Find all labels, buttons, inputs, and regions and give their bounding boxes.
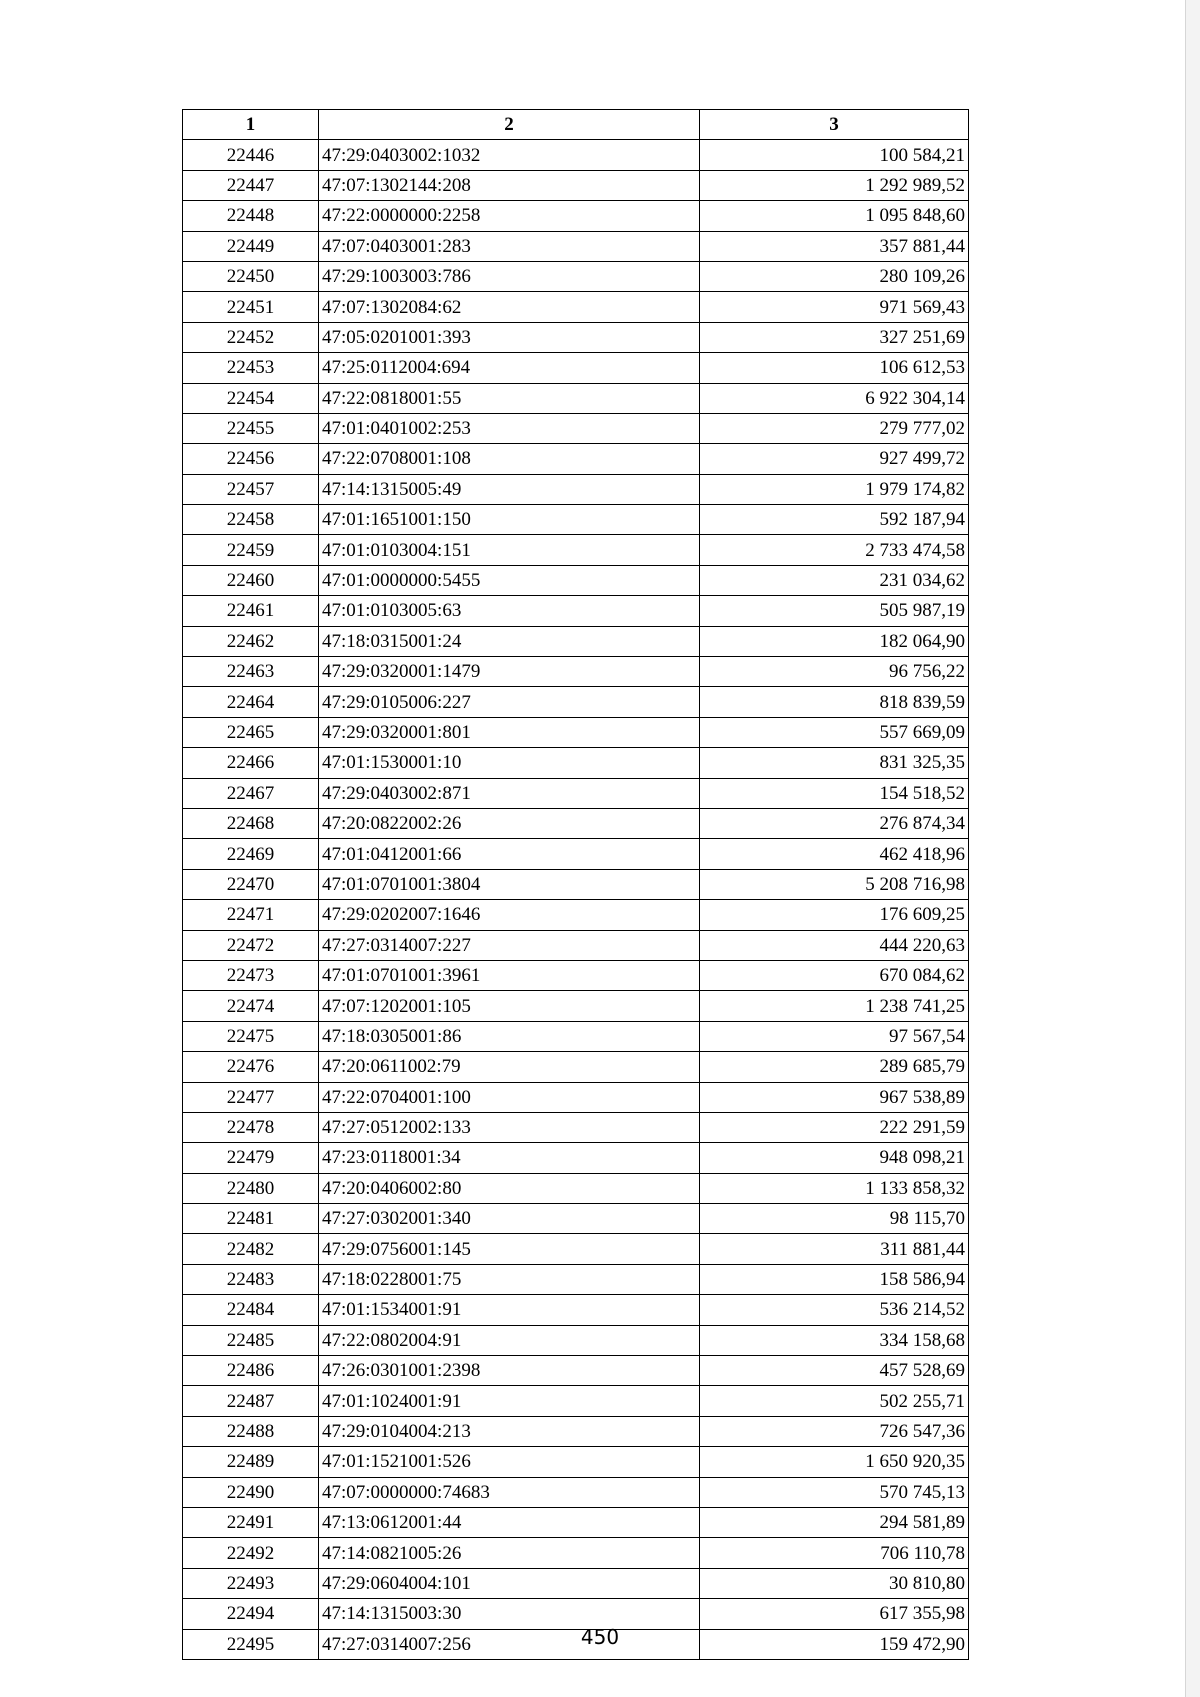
- value-cell: 154 518,52: [700, 778, 969, 808]
- cadastral-number-cell: 47:27:0314007:227: [319, 930, 700, 960]
- table-row: [183, 140, 969, 170]
- value-cell: 670 084,62: [700, 960, 969, 990]
- cadastral-number-cell: 47:01:0701001:3961: [319, 960, 700, 990]
- cadastral-number-cell: 47:29:0403002:871: [319, 778, 700, 808]
- value-cell: 279 777,02: [700, 413, 969, 443]
- cadastral-number-cell: 47:01:1651001:150: [319, 505, 700, 535]
- value-cell: 831 325,35: [700, 748, 969, 778]
- table-row: [183, 1325, 969, 1355]
- value-cell: 617 355,98: [700, 1599, 969, 1629]
- row-number-cell: 22485: [183, 1325, 319, 1355]
- table-row: [183, 1082, 969, 1112]
- cadastral-number-cell: 47:07:0403001:283: [319, 231, 700, 261]
- row-number-cell: 22451: [183, 292, 319, 322]
- value-cell: 444 220,63: [700, 930, 969, 960]
- value-cell: 1 133 858,32: [700, 1173, 969, 1203]
- row-number-cell: 22467: [183, 778, 319, 808]
- value-cell: 222 291,59: [700, 1112, 969, 1142]
- cadastral-number-cell: 47:27:0512002:133: [319, 1112, 700, 1142]
- cadastral-number-cell: 47:18:0315001:24: [319, 626, 700, 656]
- cadastral-number-cell: 47:29:0320001:1479: [319, 657, 700, 687]
- table-row: [183, 687, 969, 717]
- cadastral-number-cell: 47:01:0000000:5455: [319, 565, 700, 595]
- row-number-cell: 22481: [183, 1204, 319, 1234]
- row-number-cell: 22494: [183, 1599, 319, 1629]
- value-cell: 818 839,59: [700, 687, 969, 717]
- table-row: [183, 535, 969, 565]
- table-row: [183, 201, 969, 231]
- cadastral-number-cell: 47:22:0802004:91: [319, 1325, 700, 1355]
- row-number-cell: 22456: [183, 444, 319, 474]
- cadastral-number-cell: 47:01:0412001:66: [319, 839, 700, 869]
- value-cell: 5 208 716,98: [700, 869, 969, 899]
- value-cell: 96 756,22: [700, 657, 969, 687]
- row-number-cell: 22493: [183, 1568, 319, 1598]
- value-cell: 311 881,44: [700, 1234, 969, 1264]
- table-row: [183, 1507, 969, 1537]
- row-number-cell: 22479: [183, 1143, 319, 1173]
- row-number-cell: 22474: [183, 991, 319, 1021]
- row-number-cell: 22455: [183, 413, 319, 443]
- row-number-cell: 22465: [183, 717, 319, 747]
- cadastral-number-cell: 47:22:0708001:108: [319, 444, 700, 474]
- row-number-cell: 22461: [183, 596, 319, 626]
- cadastral-number-cell: 47:01:1024001:91: [319, 1386, 700, 1416]
- value-cell: 2 733 474,58: [700, 535, 969, 565]
- cadastral-number-cell: 47:14:1315003:30: [319, 1599, 700, 1629]
- table-row: [183, 1234, 969, 1264]
- row-number-cell: 22483: [183, 1264, 319, 1294]
- cadastral-number-cell: 47:22:0818001:55: [319, 383, 700, 413]
- table-body: [183, 140, 969, 1660]
- table-row: [183, 808, 969, 838]
- row-number-cell: 22447: [183, 170, 319, 200]
- row-number-cell: 22462: [183, 626, 319, 656]
- value-cell: 592 187,94: [700, 505, 969, 535]
- table-row: [183, 778, 969, 808]
- row-number-cell: 22452: [183, 322, 319, 352]
- table-row: [183, 383, 969, 413]
- row-number-cell: 22495: [183, 1629, 319, 1659]
- row-number-cell: 22459: [183, 535, 319, 565]
- cadastral-number-cell: 47:18:0305001:86: [319, 1021, 700, 1051]
- value-cell: 176 609,25: [700, 900, 969, 930]
- row-number-cell: 22478: [183, 1112, 319, 1142]
- table-header: [183, 110, 969, 140]
- table-row: [183, 231, 969, 261]
- value-cell: 280 109,26: [700, 261, 969, 291]
- table-row: [183, 1173, 969, 1203]
- cadastral-number-cell: 47:29:0320001:801: [319, 717, 700, 747]
- value-cell: 231 034,62: [700, 565, 969, 595]
- row-number-cell: 22486: [183, 1356, 319, 1386]
- row-number-cell: 22448: [183, 201, 319, 231]
- value-cell: 182 064,90: [700, 626, 969, 656]
- cadastral-number-cell: 47:14:1315005:49: [319, 474, 700, 504]
- value-cell: 97 567,54: [700, 1021, 969, 1051]
- table-row: [183, 1295, 969, 1325]
- cadastral-number-cell: 47:29:0202007:1646: [319, 900, 700, 930]
- value-cell: 158 586,94: [700, 1264, 969, 1294]
- value-cell: 967 538,89: [700, 1082, 969, 1112]
- value-cell: 726 547,36: [700, 1416, 969, 1446]
- value-cell: 457 528,69: [700, 1356, 969, 1386]
- value-cell: 334 158,68: [700, 1325, 969, 1355]
- table-row: [183, 474, 969, 504]
- row-number-cell: 22449: [183, 231, 319, 261]
- table-row: [183, 505, 969, 535]
- cadastral-number-cell: 47:23:0118001:34: [319, 1143, 700, 1173]
- table-row: [183, 261, 969, 291]
- row-number-cell: 22492: [183, 1538, 319, 1568]
- column-header-3: 3: [700, 110, 969, 140]
- table-row: [183, 1052, 969, 1082]
- cadastral-number-cell: 47:07:1202001:105: [319, 991, 700, 1021]
- row-number-cell: 22482: [183, 1234, 319, 1264]
- row-number-cell: 22469: [183, 839, 319, 869]
- row-number-cell: 22475: [183, 1021, 319, 1051]
- value-cell: 557 669,09: [700, 717, 969, 747]
- table-row: [183, 748, 969, 778]
- cadastral-number-cell: 47:07:1302144:208: [319, 170, 700, 200]
- column-header-2: 2: [319, 110, 700, 140]
- value-cell: 106 612,53: [700, 353, 969, 383]
- table-row: [183, 960, 969, 990]
- cadastral-number-cell: 47:01:1534001:91: [319, 1295, 700, 1325]
- value-cell: 1 238 741,25: [700, 991, 969, 1021]
- table-row: [183, 1568, 969, 1598]
- row-number-cell: 22457: [183, 474, 319, 504]
- row-number-cell: 22487: [183, 1386, 319, 1416]
- cadastral-number-cell: 47:29:0756001:145: [319, 1234, 700, 1264]
- value-cell: 536 214,52: [700, 1295, 969, 1325]
- cadastral-number-cell: 47:27:0302001:340: [319, 1204, 700, 1234]
- header-row: [183, 110, 969, 140]
- value-cell: 1 095 848,60: [700, 201, 969, 231]
- table-row: [183, 413, 969, 443]
- value-cell: 357 881,44: [700, 231, 969, 261]
- value-cell: 505 987,19: [700, 596, 969, 626]
- table-row: [183, 1477, 969, 1507]
- row-number-cell: 22464: [183, 687, 319, 717]
- value-cell: 294 581,89: [700, 1507, 969, 1537]
- value-cell: 948 098,21: [700, 1143, 969, 1173]
- cadastral-number-cell: 47:18:0228001:75: [319, 1264, 700, 1294]
- value-cell: 1 292 989,52: [700, 170, 969, 200]
- column-header-1: 1: [183, 110, 319, 140]
- value-cell: 1 650 920,35: [700, 1447, 969, 1477]
- table-row: [183, 657, 969, 687]
- value-cell: 927 499,72: [700, 444, 969, 474]
- row-number-cell: 22450: [183, 261, 319, 291]
- table-row: [183, 292, 969, 322]
- value-cell: 570 745,13: [700, 1477, 969, 1507]
- table-row: [183, 717, 969, 747]
- table-row: [183, 1204, 969, 1234]
- cadastral-number-cell: 47:01:0701001:3804: [319, 869, 700, 899]
- row-number-cell: 22484: [183, 1295, 319, 1325]
- cadastral-number-cell: 47:25:0112004:694: [319, 353, 700, 383]
- table-row: [183, 1264, 969, 1294]
- table-row: [183, 596, 969, 626]
- table-row: [183, 1386, 969, 1416]
- data-table: [182, 109, 969, 1660]
- table-row: [183, 170, 969, 200]
- row-number-cell: 22458: [183, 505, 319, 535]
- table-row: [183, 322, 969, 352]
- table-row: [183, 353, 969, 383]
- table-row: [183, 626, 969, 656]
- row-number-cell: 22491: [183, 1507, 319, 1537]
- cadastral-number-cell: 47:22:0000000:2258: [319, 201, 700, 231]
- cadastral-number-cell: 47:01:0103005:63: [319, 596, 700, 626]
- row-number-cell: 22463: [183, 657, 319, 687]
- table-row: [183, 1356, 969, 1386]
- value-cell: 100 584,21: [700, 140, 969, 170]
- table-row: [183, 991, 969, 1021]
- cadastral-number-cell: 47:01:1521001:526: [319, 1447, 700, 1477]
- row-number-cell: 22473: [183, 960, 319, 990]
- table-row: [183, 1112, 969, 1142]
- row-number-cell: 22470: [183, 869, 319, 899]
- page-number: 450: [580, 1625, 620, 1649]
- value-cell: 6 922 304,14: [700, 383, 969, 413]
- cadastral-number-cell: 47:29:0104004:213: [319, 1416, 700, 1446]
- table-row: [183, 900, 969, 930]
- table-row: [183, 839, 969, 869]
- row-number-cell: 22453: [183, 353, 319, 383]
- table-row: [183, 1416, 969, 1446]
- cadastral-number-cell: 47:01:0103004:151: [319, 535, 700, 565]
- row-number-cell: 22472: [183, 930, 319, 960]
- row-number-cell: 22489: [183, 1447, 319, 1477]
- cadastral-number-cell: 47:29:0604004:101: [319, 1568, 700, 1598]
- cadastral-number-cell: 47:26:0301001:2398: [319, 1356, 700, 1386]
- cadastral-number-cell: 47:20:0611002:79: [319, 1052, 700, 1082]
- value-cell: 1 979 174,82: [700, 474, 969, 504]
- page-edge: [1185, 0, 1200, 1697]
- cadastral-number-cell: 47:22:0704001:100: [319, 1082, 700, 1112]
- value-cell: 289 685,79: [700, 1052, 969, 1082]
- value-cell: 276 874,34: [700, 808, 969, 838]
- table-row: [183, 930, 969, 960]
- cadastral-number-cell: 47:01:0401002:253: [319, 413, 700, 443]
- row-number-cell: 22488: [183, 1416, 319, 1446]
- cadastral-number-cell: 47:13:0612001:44: [319, 1507, 700, 1537]
- cadastral-number-cell: 47:20:0406002:80: [319, 1173, 700, 1203]
- table-row: [183, 444, 969, 474]
- table-row: [183, 565, 969, 595]
- row-number-cell: 22446: [183, 140, 319, 170]
- row-number-cell: 22477: [183, 1082, 319, 1112]
- row-number-cell: 22468: [183, 808, 319, 838]
- cadastral-number-cell: 47:20:0822002:26: [319, 808, 700, 838]
- row-number-cell: 22480: [183, 1173, 319, 1203]
- table-row: [183, 869, 969, 899]
- cadastral-number-cell: 47:14:0821005:26: [319, 1538, 700, 1568]
- cadastral-number-cell: 47:01:1530001:10: [319, 748, 700, 778]
- cadastral-number-cell: 47:05:0201001:393: [319, 322, 700, 352]
- cadastral-number-cell: 47:29:1003003:786: [319, 261, 700, 291]
- row-number-cell: 22490: [183, 1477, 319, 1507]
- row-number-cell: 22471: [183, 900, 319, 930]
- row-number-cell: 22460: [183, 565, 319, 595]
- value-cell: 462 418,96: [700, 839, 969, 869]
- cadastral-number-cell: 47:29:0105006:227: [319, 687, 700, 717]
- cadastral-number-cell: 47:29:0403002:1032: [319, 140, 700, 170]
- table-row: [183, 1538, 969, 1568]
- value-cell: 98 115,70: [700, 1204, 969, 1234]
- row-number-cell: 22476: [183, 1052, 319, 1082]
- value-cell: 30 810,80: [700, 1568, 969, 1598]
- cadastral-number-cell: 47:27:0314007:256: [319, 1629, 700, 1659]
- value-cell: 971 569,43: [700, 292, 969, 322]
- table-row: [183, 1143, 969, 1173]
- cadastral-number-cell: 47:07:1302084:62: [319, 292, 700, 322]
- value-cell: 327 251,69: [700, 322, 969, 352]
- table-row: [183, 1021, 969, 1051]
- value-cell: 159 472,90: [700, 1629, 969, 1659]
- value-cell: 706 110,78: [700, 1538, 969, 1568]
- value-cell: 502 255,71: [700, 1386, 969, 1416]
- row-number-cell: 22454: [183, 383, 319, 413]
- cadastral-number-cell: 47:07:0000000:74683: [319, 1477, 700, 1507]
- row-number-cell: 22466: [183, 748, 319, 778]
- table-row: [183, 1447, 969, 1477]
